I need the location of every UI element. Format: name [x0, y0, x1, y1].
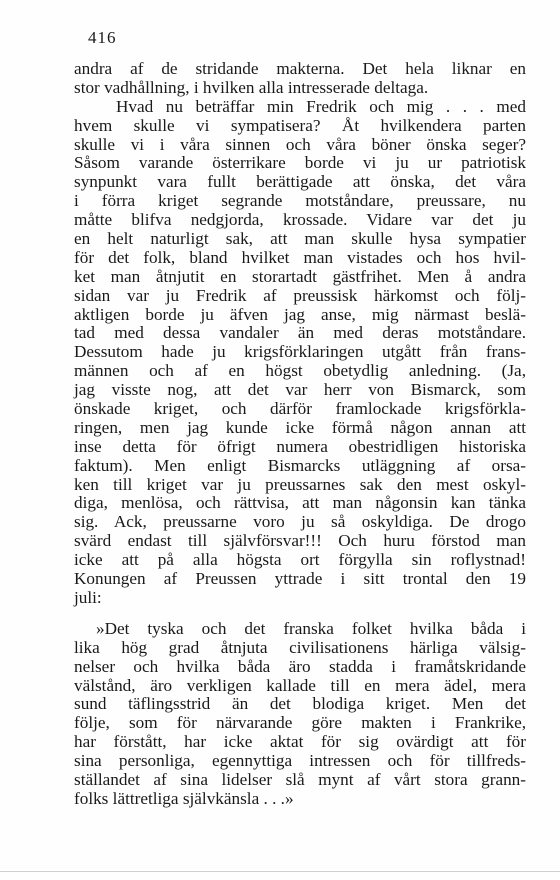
text-line: önskade kriget, och därför framlockade krigsförkla- [74, 399, 526, 419]
text-line: folks lättretliga självkänsla . . .» [74, 788, 294, 808]
page-edge-divider [0, 871, 560, 872]
text-line: sina personliga, egennyttiga intressen och för tillfreds- [74, 751, 526, 771]
text-line: i förra kriget segrande motståndare, preussare, nu [74, 191, 526, 211]
text-line: skulle vi i våra sinnen och våra böner önska seger? [74, 134, 526, 154]
text-line: en helt naturligt sak, att man skulle hysa sympatier [74, 229, 526, 249]
text-line: nelser och hvilka båda äro stadda i framåtskridande [74, 656, 526, 676]
text-line: ken till kriget var ju preussarnes sak den mest oskyl- [74, 474, 526, 494]
text-line: Såsom varande österrikare borde vi ju ur patriotisk [74, 153, 526, 173]
text-line: sidan var ju Fredrik af preussisk härkomst och följ- [74, 285, 526, 305]
text-line: svärd endast till självförsvar!!! Och huru förstod man [74, 531, 526, 551]
text-line: lika hög grad åtnjuta civilisationens härliga välsig- [74, 637, 526, 657]
text-line: Hvad nu beträffar min Fredrik och mig . . . med [116, 96, 526, 116]
page-number: 416 [88, 28, 117, 47]
text-line: jag visste nog, att det var herr von Bismarck, som [74, 380, 526, 400]
text-line: följe, som för närvarande göre makten i Frankrike, [74, 713, 526, 733]
text-line: »Det tyska och det franska folket hvilka båda i [96, 618, 526, 638]
text-line: aktligen borde ju äfven jag anse, mig närmast beslä- [74, 304, 526, 324]
text-line: ringen, men jag kunde icke förmå någon annan att [74, 417, 526, 437]
text-line: för det folk, bland hvilket man vistades och hos hvil- [74, 247, 526, 267]
text-line: andra af de stridande makterna. Det hela liknar en [74, 59, 526, 78]
text-line: stor vadhållning, i hvilken alla intresserade deltaga. [74, 77, 429, 97]
text-line: hvem skulle vi sympatisera? Åt hvilkendera parten [74, 115, 526, 135]
text-line: sig. Ack, preussarne voro ju så oskyldiga. De drogo [74, 512, 526, 532]
text-line: männen och af en högst obetydlig anledning. (Ja, [74, 361, 526, 381]
text-line: diga, menlösa, och rättvisa, att man någonsin kan tänka [74, 493, 526, 513]
text-line: icke att på alla högsta ort förgylla sin roflystnad! [74, 550, 526, 570]
paragraph-1 [74, 60, 526, 98]
text-line: Dessutom hade ju krigsförklaringen utgått från frans- [74, 342, 526, 362]
text-line: juli: [74, 587, 102, 607]
text-line: ställandet af sina lidelser slå mynt af vårt stora grann- [74, 769, 526, 789]
text-line: ket man åtnjutit en storartadt gästfrihet. Men å andra [74, 266, 526, 286]
paragraph-2 [74, 98, 526, 608]
text-line: sund täflingsstrid än det blodiga kriget. Men det [74, 694, 526, 714]
text-line: synpunkt vara fullt berättigade att önska, det våra [74, 172, 526, 192]
text-line: inse detta för öfrigt numera obestridligen historiska [74, 436, 526, 456]
text-line: Konungen af Preussen yttrade i sitt trontal den 19 [74, 569, 526, 589]
text-line: välstånd, äro verkligen kallade till en mera ädel, mera [74, 675, 526, 695]
body-text [74, 60, 526, 809]
paragraph-3-quote [74, 620, 526, 809]
text-line: måtte blifva nedgjorda, krossade. Vidare var det ju [74, 210, 526, 230]
text-line: har förstått, har icke aktat för sig ovärdigt att för [74, 732, 526, 752]
text-line: tad med dessa vandaler än med deras motståndare. [74, 323, 526, 343]
text-line: faktum). Men enligt Bismarcks utläggning af orsa- [74, 455, 526, 475]
